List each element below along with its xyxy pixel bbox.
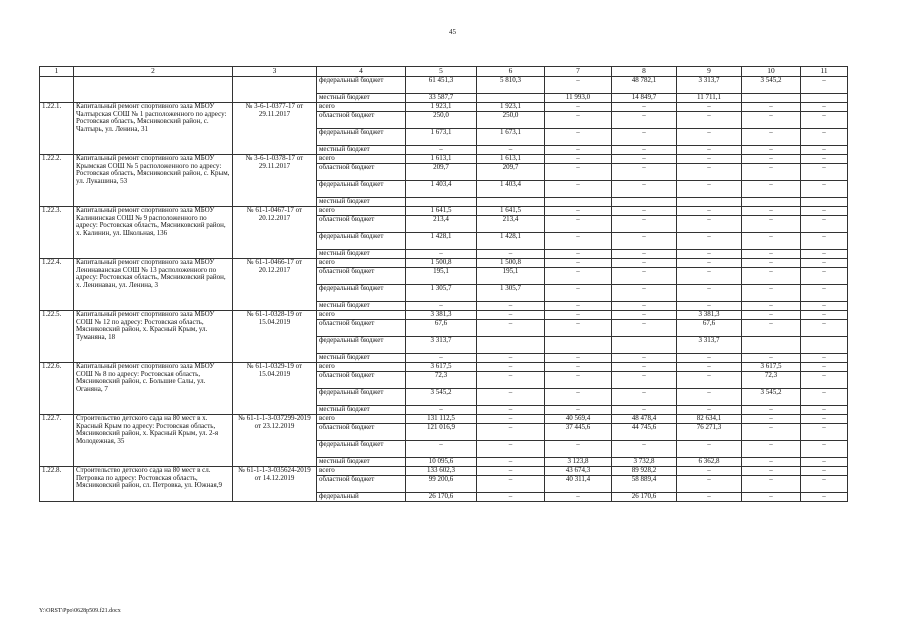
object-name-cell: Капитальный ремонт спортивного зала МБОУ Крымская СОШ № 5 расположенного по адресу: Ростовская область, Мясниковский район, с. Крым, ул. Лукашина, 53 bbox=[74, 155, 233, 207]
amount-cell: – bbox=[612, 259, 677, 268]
amount-cell: – bbox=[801, 467, 848, 476]
amount-cell: – bbox=[477, 146, 545, 155]
amount-cell: – bbox=[545, 406, 612, 415]
amount-cell: – bbox=[677, 268, 742, 285]
expertise-cell: № 3-6-1-0377-17 от 29.11.2017 bbox=[233, 103, 317, 155]
amount-cell: – bbox=[677, 476, 742, 493]
amount-cell: 10 095,6 bbox=[406, 458, 477, 467]
funding-source-cell: всего bbox=[317, 155, 406, 164]
expertise-cell: № 61-1-1-3-037299-2019 от 23.12.2019 bbox=[233, 415, 317, 467]
amount-cell: – bbox=[801, 285, 848, 302]
amount-cell: – bbox=[742, 354, 801, 363]
item-number-cell: 1.22.4. bbox=[40, 259, 74, 311]
amount-cell: 3 313,7 bbox=[677, 77, 742, 94]
amount-cell: – bbox=[677, 302, 742, 311]
amount-cell: – bbox=[612, 164, 677, 181]
funding-source-cell: местный бюджет bbox=[317, 406, 406, 415]
funding-source-cell: местный бюджет bbox=[317, 302, 406, 311]
amount-cell: – bbox=[742, 207, 801, 216]
amount-cell: 1 305,7 bbox=[406, 285, 477, 302]
amount-cell: 1 403,4 bbox=[406, 181, 477, 198]
amount-cell: 250,0 bbox=[477, 112, 545, 129]
amount-cell: – bbox=[545, 441, 612, 458]
object-name-cell: Строительство детского сада на 80 мест в х. Красный Крым по адресу: Ростовская область, Мясниковский район, х. Красный Крым, ул. 2-я Молодежная, 35 bbox=[74, 415, 233, 467]
funding-source-cell: всего bbox=[317, 259, 406, 268]
amount-cell: – bbox=[545, 207, 612, 216]
amount-cell: – bbox=[801, 363, 848, 372]
amount-cell: – bbox=[477, 320, 545, 337]
amount-cell: – bbox=[477, 363, 545, 372]
amount-cell: 1 613,1 bbox=[477, 155, 545, 164]
amount-cell: 1 923,1 bbox=[477, 103, 545, 112]
item-number-cell: 1.22.7. bbox=[40, 415, 74, 467]
amount-cell: – bbox=[742, 146, 801, 155]
amount-cell: – bbox=[801, 155, 848, 164]
amount-cell bbox=[801, 337, 848, 354]
amount-cell: 1 641,5 bbox=[477, 207, 545, 216]
amount-cell: – bbox=[612, 250, 677, 259]
amount-cell: – bbox=[742, 406, 801, 415]
amount-cell: 209,7 bbox=[477, 164, 545, 181]
amount-cell bbox=[742, 337, 801, 354]
amount-cell: – bbox=[545, 146, 612, 155]
amount-cell: – bbox=[612, 112, 677, 129]
column-number-cell: 4 bbox=[317, 67, 406, 77]
amount-cell: – bbox=[801, 311, 848, 320]
expertise-cell: № 61-1-0329-19 от 15.04.2019 bbox=[233, 363, 317, 415]
amount-cell: 1 403,4 bbox=[477, 181, 545, 198]
amount-cell: – bbox=[612, 372, 677, 389]
amount-cell: 33 587,7 bbox=[406, 94, 477, 103]
amount-cell: 76 271,3 bbox=[677, 424, 742, 441]
file-path-footer: Y:\ORST\Ppo\0628p509.f21.docx bbox=[39, 608, 121, 614]
amount-cell: – bbox=[545, 268, 612, 285]
amount-cell: – bbox=[612, 103, 677, 112]
funding-source-cell: всего bbox=[317, 103, 406, 112]
amount-cell: – bbox=[406, 406, 477, 415]
amount-cell: 3 313,7 bbox=[406, 337, 477, 354]
amount-cell: – bbox=[545, 320, 612, 337]
column-number-cell: 11 bbox=[801, 67, 848, 77]
amount-cell: – bbox=[545, 112, 612, 129]
amount-cell: – bbox=[801, 302, 848, 311]
amount-cell: – bbox=[477, 311, 545, 320]
funding-source-cell: областной бюджет bbox=[317, 320, 406, 337]
amount-cell: – bbox=[677, 207, 742, 216]
amount-cell: 48 478,4 bbox=[612, 415, 677, 424]
amount-cell: – bbox=[742, 311, 801, 320]
amount-cell: – bbox=[477, 302, 545, 311]
amount-cell: – bbox=[477, 389, 545, 406]
amount-cell: – bbox=[477, 467, 545, 476]
amount-cell: – bbox=[406, 146, 477, 155]
amount-cell: 3 617,5 bbox=[406, 363, 477, 372]
amount-cell: – bbox=[742, 424, 801, 441]
expertise-cell: № 61-1-0467-17 от 20.12.2017 bbox=[233, 207, 317, 259]
amount-cell: 195,1 bbox=[406, 268, 477, 285]
amount-cell: – bbox=[612, 146, 677, 155]
funding-source-cell: федеральный бюджет bbox=[317, 129, 406, 146]
amount-cell: – bbox=[801, 320, 848, 337]
amount-cell: – bbox=[477, 458, 545, 467]
amount-cell: 1 500,8 bbox=[477, 259, 545, 268]
amount-cell: – bbox=[801, 181, 848, 198]
funding-source-cell: местный бюджет bbox=[317, 94, 406, 103]
amount-cell: – bbox=[612, 441, 677, 458]
amount-cell: 1 673,1 bbox=[406, 129, 477, 146]
funding-source-cell: областной бюджет bbox=[317, 424, 406, 441]
amount-cell: – bbox=[801, 406, 848, 415]
amount-cell: – bbox=[677, 406, 742, 415]
amount-cell: – bbox=[545, 372, 612, 389]
amount-cell: – bbox=[545, 363, 612, 372]
amount-cell: – bbox=[677, 285, 742, 302]
amount-cell: – bbox=[477, 415, 545, 424]
amount-cell: – bbox=[801, 354, 848, 363]
amount-cell: – bbox=[406, 250, 477, 259]
funding-source-cell: областной бюджет bbox=[317, 112, 406, 129]
amount-cell: – bbox=[677, 146, 742, 155]
amount-cell: – bbox=[545, 216, 612, 233]
amount-cell: – bbox=[545, 493, 612, 502]
amount-cell: – bbox=[612, 155, 677, 164]
amount-cell: – bbox=[545, 233, 612, 250]
amount-cell: – bbox=[801, 233, 848, 250]
object-name-cell: Капитальный ремонт спортивного зала МБОУ СОШ № 12 по адресу: Ростовская область, Мясниковский район, х. Красный Крым, ул. Туманяна, 18 bbox=[74, 311, 233, 363]
funding-source-cell: федеральный bbox=[317, 493, 406, 502]
expertise-cell: № 61-1-0466-17 от 20.12.2017 bbox=[233, 259, 317, 311]
amount-cell: – bbox=[612, 129, 677, 146]
amount-cell bbox=[545, 337, 612, 354]
funding-source-cell: местный бюджет bbox=[317, 354, 406, 363]
amount-cell: – bbox=[406, 354, 477, 363]
amount-cell: – bbox=[612, 302, 677, 311]
amount-cell: 131 112,5 bbox=[406, 415, 477, 424]
amount-cell: – bbox=[801, 259, 848, 268]
item-number-cell bbox=[40, 77, 74, 103]
amount-cell: 61 451,3 bbox=[406, 77, 477, 94]
amount-cell: – bbox=[742, 285, 801, 302]
amount-cell: – bbox=[801, 207, 848, 216]
column-number-cell: 3 bbox=[233, 67, 317, 77]
amount-cell: 3 732,8 bbox=[612, 458, 677, 467]
amount-cell: – bbox=[801, 129, 848, 146]
object-name-cell: Капитальный ремонт спортивного зала МБОУ Чалтырская СОШ № 1 расположенного по адресу: Ростовская область, Мясниковский район, с. Чалтырь, ул. Ленина, 31 bbox=[74, 103, 233, 155]
amount-cell: – bbox=[801, 164, 848, 181]
funding-source-cell: федеральный бюджет bbox=[317, 285, 406, 302]
amount-cell: – bbox=[742, 302, 801, 311]
amount-cell: 11 711,1 bbox=[677, 94, 742, 103]
funding-source-cell: областной бюджет bbox=[317, 372, 406, 389]
funding-source-cell: местный бюджет bbox=[317, 198, 406, 207]
amount-cell: – bbox=[801, 458, 848, 467]
amount-cell: 195,1 bbox=[477, 268, 545, 285]
amount-cell: 1 500,8 bbox=[406, 259, 477, 268]
amount-cell: – bbox=[677, 441, 742, 458]
budget-table bbox=[39, 66, 848, 502]
amount-cell: 1 923,1 bbox=[406, 103, 477, 112]
amount-cell: – bbox=[406, 441, 477, 458]
amount-cell: 3 545,2 bbox=[742, 77, 801, 94]
object-name-cell: Капитальный ремонт спортивного зала МБОУ Ленинаванская СОШ № 13 расположенного по адресу: Ростовская область, Мясниковский район, х. Ленинаван, ул. Ленина, 3 bbox=[74, 259, 233, 311]
funding-source-cell: федеральный бюджет bbox=[317, 441, 406, 458]
amount-cell: – bbox=[545, 302, 612, 311]
amount-cell: 1 673,1 bbox=[477, 129, 545, 146]
amount-cell: 37 445,6 bbox=[545, 424, 612, 441]
amount-cell: – bbox=[545, 354, 612, 363]
funding-source-cell: всего bbox=[317, 415, 406, 424]
amount-cell: 6 362,8 bbox=[677, 458, 742, 467]
amount-cell: – bbox=[545, 389, 612, 406]
funding-source-cell: областной бюджет bbox=[317, 216, 406, 233]
amount-cell: – bbox=[545, 250, 612, 259]
amount-cell: 3 617,5 bbox=[742, 363, 801, 372]
amount-cell: – bbox=[477, 476, 545, 493]
column-number-cell: 8 bbox=[612, 67, 677, 77]
amount-cell: – bbox=[612, 181, 677, 198]
amount-cell: 1 428,1 bbox=[477, 233, 545, 250]
amount-cell: 40 569,4 bbox=[545, 415, 612, 424]
expertise-cell: № 61-1-1-3-035624-2019 от 14.12.2019 bbox=[233, 467, 317, 502]
item-number-cell: 1.22.6. bbox=[40, 363, 74, 415]
amount-cell: 5 810,3 bbox=[477, 77, 545, 94]
funding-source-cell: местный бюджет bbox=[317, 250, 406, 259]
amount-cell: – bbox=[545, 103, 612, 112]
amount-cell: 209,7 bbox=[406, 164, 477, 181]
amount-cell bbox=[612, 337, 677, 354]
table-row bbox=[40, 77, 848, 94]
amount-cell: 58 889,4 bbox=[612, 476, 677, 493]
amount-cell: 3 313,7 bbox=[677, 337, 742, 354]
funding-source-cell: областной бюджет bbox=[317, 164, 406, 181]
amount-cell: – bbox=[545, 77, 612, 94]
funding-source-cell: федеральный бюджет bbox=[317, 181, 406, 198]
amount-cell: – bbox=[742, 103, 801, 112]
amount-cell: – bbox=[677, 467, 742, 476]
funding-source-cell: федеральный бюджет bbox=[317, 389, 406, 406]
amount-cell: – bbox=[742, 493, 801, 502]
amount-cell: – bbox=[742, 458, 801, 467]
amount-cell: 99 200,6 bbox=[406, 476, 477, 493]
amount-cell: 11 993,0 bbox=[545, 94, 612, 103]
funding-source-cell: местный бюджет bbox=[317, 458, 406, 467]
item-number-cell: 1.22.5. bbox=[40, 311, 74, 363]
funding-source-cell: всего bbox=[317, 467, 406, 476]
amount-cell: – bbox=[801, 103, 848, 112]
amount-cell: – bbox=[477, 424, 545, 441]
amount-cell: – bbox=[742, 268, 801, 285]
amount-cell: 1 641,5 bbox=[406, 207, 477, 216]
amount-cell: – bbox=[612, 311, 677, 320]
page-number: 45 bbox=[449, 28, 456, 36]
amount-cell: 121 016,9 bbox=[406, 424, 477, 441]
amount-cell: – bbox=[677, 233, 742, 250]
amount-cell: – bbox=[677, 129, 742, 146]
expertise-cell: № 3-6-1-0378-17 от 29.11.2017 bbox=[233, 155, 317, 207]
amount-cell: 1 428,1 bbox=[406, 233, 477, 250]
object-name-cell bbox=[74, 77, 233, 103]
amount-cell: – bbox=[801, 112, 848, 129]
column-number-cell: 7 bbox=[545, 67, 612, 77]
amount-cell: 72,3 bbox=[406, 372, 477, 389]
amount-cell: – bbox=[742, 441, 801, 458]
expertise-cell: № 61-1-0328-19 от 15.04.2019 bbox=[233, 311, 317, 363]
amount-cell: – bbox=[801, 441, 848, 458]
funding-source-cell: местный бюджет bbox=[317, 146, 406, 155]
amount-cell: 48 782,1 bbox=[612, 77, 677, 94]
amount-cell: – bbox=[677, 363, 742, 372]
amount-cell: 1 613,1 bbox=[406, 155, 477, 164]
amount-cell: – bbox=[545, 259, 612, 268]
amount-cell: – bbox=[801, 216, 848, 233]
amount-cell: 40 311,4 bbox=[545, 476, 612, 493]
amount-cell: – bbox=[545, 129, 612, 146]
amount-cell: – bbox=[742, 476, 801, 493]
amount-cell: – bbox=[677, 155, 742, 164]
amount-cell: – bbox=[742, 181, 801, 198]
amount-cell: – bbox=[677, 372, 742, 389]
amount-cell: – bbox=[612, 268, 677, 285]
amount-cell: – bbox=[477, 493, 545, 502]
funding-source-cell: всего bbox=[317, 363, 406, 372]
amount-cell: 3 545,2 bbox=[406, 389, 477, 406]
amount-cell: – bbox=[742, 129, 801, 146]
amount-cell: – bbox=[477, 372, 545, 389]
amount-cell: – bbox=[677, 103, 742, 112]
amount-cell: 1 305,7 bbox=[477, 285, 545, 302]
amount-cell: – bbox=[545, 181, 612, 198]
funding-source-cell: всего bbox=[317, 207, 406, 216]
item-number-cell: 1.22.3. bbox=[40, 207, 74, 259]
amount-cell: 43 674,3 bbox=[545, 467, 612, 476]
funding-source-cell: всего bbox=[317, 311, 406, 320]
funding-source-cell: федеральный бюджет bbox=[317, 77, 406, 94]
funding-source-cell: областной бюджет bbox=[317, 268, 406, 285]
amount-cell: – bbox=[612, 406, 677, 415]
amount-cell: – bbox=[677, 112, 742, 129]
amount-cell: 89 928,2 bbox=[612, 467, 677, 476]
amount-cell: 14 849,7 bbox=[612, 94, 677, 103]
item-number-cell: 1.22.1. bbox=[40, 103, 74, 155]
amount-cell: 67,6 bbox=[406, 320, 477, 337]
amount-cell: – bbox=[742, 250, 801, 259]
amount-cell: – bbox=[801, 268, 848, 285]
amount-cell: – bbox=[742, 112, 801, 129]
amount-cell: – bbox=[477, 250, 545, 259]
amount-cell: 213,4 bbox=[406, 216, 477, 233]
column-number-cell: 10 bbox=[742, 67, 801, 77]
amount-cell: 3 123,8 bbox=[545, 458, 612, 467]
column-number-cell: 5 bbox=[406, 67, 477, 77]
column-number-row bbox=[40, 67, 848, 77]
amount-cell: – bbox=[742, 320, 801, 337]
amount-cell bbox=[477, 337, 545, 354]
amount-cell: – bbox=[801, 77, 848, 94]
amount-cell: 26 170,6 bbox=[612, 493, 677, 502]
amount-cell: – bbox=[545, 164, 612, 181]
object-name-cell: Строительство детского сада на 80 мест в сл. Петровка по адресу: Ростовская область, Мясниковский район, сл. Петровка, ул. Южная,9 bbox=[74, 467, 233, 502]
amount-cell: – bbox=[801, 389, 848, 406]
amount-cell: – bbox=[545, 311, 612, 320]
column-number-cell: 6 bbox=[477, 67, 545, 77]
object-name-cell: Капитальный ремонт спортивного зала МБОУ Калининская СОШ № 9 расположенного по адресу: Ростовская область, Мясниковский район, х. Калинин, ул. Школьная, 136 bbox=[74, 207, 233, 259]
amount-cell: – bbox=[677, 493, 742, 502]
amount-cell: – bbox=[677, 164, 742, 181]
amount-cell: – bbox=[801, 146, 848, 155]
amount-cell: – bbox=[742, 155, 801, 164]
amount-cell: – bbox=[742, 216, 801, 233]
amount-cell: – bbox=[677, 354, 742, 363]
amount-cell: 44 745,6 bbox=[612, 424, 677, 441]
amount-cell: 213,4 bbox=[477, 216, 545, 233]
amount-cell: – bbox=[612, 389, 677, 406]
amount-cell: – bbox=[677, 250, 742, 259]
amount-cell: – bbox=[477, 354, 545, 363]
amount-cell: 3 381,3 bbox=[406, 311, 477, 320]
amount-cell: – bbox=[801, 424, 848, 441]
amount-cell: 67,6 bbox=[677, 320, 742, 337]
amount-cell: – bbox=[406, 302, 477, 311]
amount-cell: – bbox=[677, 389, 742, 406]
funding-source-cell: федеральный бюджет bbox=[317, 337, 406, 354]
amount-cell: – bbox=[612, 233, 677, 250]
amount-cell: 82 634,1 bbox=[677, 415, 742, 424]
amount-cell: 133 602,3 bbox=[406, 467, 477, 476]
amount-cell: 26 170,6 bbox=[406, 493, 477, 502]
amount-cell: 72,3 bbox=[742, 372, 801, 389]
amount-cell: – bbox=[801, 415, 848, 424]
amount-cell: – bbox=[612, 207, 677, 216]
amount-cell: – bbox=[742, 164, 801, 181]
amount-cell: 3 545,2 bbox=[742, 389, 801, 406]
amount-cell: – bbox=[801, 493, 848, 502]
amount-cell: – bbox=[612, 285, 677, 302]
funding-source-cell: областной бюджет bbox=[317, 476, 406, 493]
amount-cell: – bbox=[801, 250, 848, 259]
amount-cell: – bbox=[677, 216, 742, 233]
amount-cell: 3 381,3 bbox=[677, 311, 742, 320]
expertise-cell bbox=[233, 77, 317, 103]
amount-cell: – bbox=[677, 181, 742, 198]
amount-cell: – bbox=[612, 320, 677, 337]
amount-cell: – bbox=[545, 285, 612, 302]
amount-cell: – bbox=[612, 354, 677, 363]
amount-cell: – bbox=[801, 476, 848, 493]
amount-cell: – bbox=[742, 467, 801, 476]
column-number-cell: 2 bbox=[74, 67, 233, 77]
column-number-cell: 1 bbox=[40, 67, 74, 77]
amount-cell: – bbox=[742, 259, 801, 268]
object-name-cell: Капитальный ремонт спортивного зала МБОУ СОШ № 8 по адресу: Ростовская область, Мясниковский район, с. Большие Салы, ул. Оганяна, 7 bbox=[74, 363, 233, 415]
amount-cell: – bbox=[801, 372, 848, 389]
amount-cell: – bbox=[612, 363, 677, 372]
amount-cell: – bbox=[477, 406, 545, 415]
amount-cell: – bbox=[545, 155, 612, 164]
amount-cell: – bbox=[477, 441, 545, 458]
amount-cell: – bbox=[742, 233, 801, 250]
item-number-cell: 1.22.8. bbox=[40, 467, 74, 502]
item-number-cell: 1.22.2. bbox=[40, 155, 74, 207]
amount-cell: 250,0 bbox=[406, 112, 477, 129]
amount-cell: – bbox=[742, 415, 801, 424]
amount-cell: – bbox=[677, 259, 742, 268]
amount-cell: – bbox=[612, 216, 677, 233]
funding-source-cell: федеральный бюджет bbox=[317, 233, 406, 250]
column-number-cell: 9 bbox=[677, 67, 742, 77]
